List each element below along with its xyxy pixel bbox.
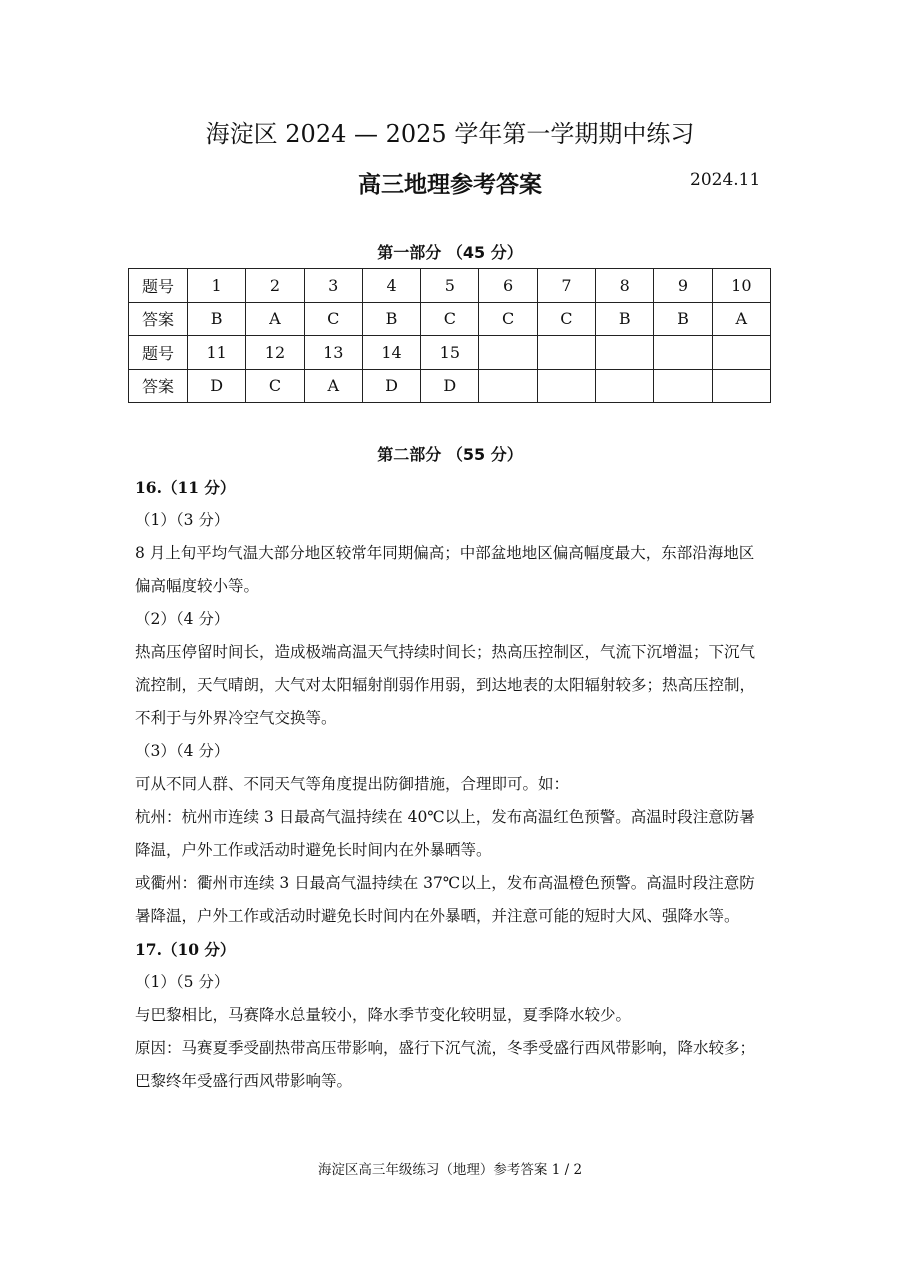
table-cell: D xyxy=(421,369,479,403)
table-cell xyxy=(479,336,537,370)
answer-line: 热高压停留时间长，造成极端高温天气持续时间长；热高压控制区，气流下沉增温；下沉气 xyxy=(135,643,756,661)
answer-line: （3）（4 分） xyxy=(135,742,230,760)
table-cell: B xyxy=(596,302,654,336)
table-cell: 3 xyxy=(304,269,362,303)
answer-body xyxy=(135,471,785,1098)
row-header-cell: 题号 xyxy=(129,269,188,303)
table-cell: 7 xyxy=(537,269,595,303)
answer-line: 偏高幅度较小等。 xyxy=(135,577,260,595)
table-cell: 12 xyxy=(246,336,304,370)
answer-line: 流控制，天气晴朗，大气对太阳辐射削弱作用弱，到达地表的太阳辐射较多；热高压控制， xyxy=(135,676,756,694)
document-date: 2024.11 xyxy=(690,170,761,190)
table-row xyxy=(129,269,771,303)
table-cell: 1 xyxy=(188,269,246,303)
answer-line: （2）（4 分） xyxy=(135,610,230,628)
part1-heading: 第一部分 （45 分） xyxy=(377,243,523,262)
table-cell: A xyxy=(304,369,362,403)
part2-heading: 第二部分 （55 分） xyxy=(377,445,523,464)
table-cell: 9 xyxy=(654,269,712,303)
table-cell xyxy=(596,336,654,370)
table-cell xyxy=(654,336,712,370)
table-cell xyxy=(479,369,537,403)
answer-line: 不利于与外界冷空气交换等。 xyxy=(135,709,337,727)
table-cell: 15 xyxy=(421,336,479,370)
answer-line: 8 月上旬平均气温大部分地区较常年同期偏高；中部盆地地区偏高幅度最大，东部沿海地区 xyxy=(135,544,755,562)
question-heading: 17.（10 分） xyxy=(135,940,236,959)
table-cell xyxy=(537,369,595,403)
table-cell xyxy=(712,369,770,403)
table-cell: 14 xyxy=(362,336,420,370)
table-cell: 4 xyxy=(362,269,420,303)
table-cell: 8 xyxy=(596,269,654,303)
table-cell: 5 xyxy=(421,269,479,303)
table-cell xyxy=(654,369,712,403)
row-header-cell: 答案 xyxy=(129,302,188,336)
table-cell: C xyxy=(304,302,362,336)
table-row xyxy=(129,336,771,370)
answer-line: （1）（5 分） xyxy=(135,973,230,991)
row-header-cell: 答案 xyxy=(129,369,188,403)
document-subtitle: 高三地理参考答案 xyxy=(358,172,542,198)
table-cell: C xyxy=(246,369,304,403)
answer-line: 或衢州：衢州市连续 3 日最高气温持续在 37℃以上，发布高温橙色预警。高温时段注意防 xyxy=(135,874,755,892)
table-cell: B xyxy=(654,302,712,336)
table-cell xyxy=(596,369,654,403)
answer-line: 暑降温，户外工作或活动时避免长时间内在外暴晒，并注意可能的短时大风、强降水等。 xyxy=(135,907,740,925)
answer-line: 可从不同人群、不同天气等角度提出防御措施，合理即可。如： xyxy=(135,775,570,793)
document-title: 海淀区 2024 — 2025 学年第一学期期中练习 xyxy=(205,120,695,148)
table-cell: D xyxy=(362,369,420,403)
answer-line: 巴黎终年受盛行西风带影响等。 xyxy=(135,1072,353,1090)
row-header-cell: 题号 xyxy=(129,336,188,370)
table-cell: A xyxy=(246,302,304,336)
table-cell: C xyxy=(537,302,595,336)
answer-line: 杭州：杭州市连续 3 日最高气温持续在 40℃以上，发布高温红色预警。高温时段注意防暑 xyxy=(135,808,755,826)
table-cell: 6 xyxy=(479,269,537,303)
table-cell: B xyxy=(188,302,246,336)
answer-line: 降温，户外工作或活动时避免长时间内在外暴晒等。 xyxy=(135,841,492,859)
table-cell: C xyxy=(479,302,537,336)
table-cell: B xyxy=(362,302,420,336)
table-cell xyxy=(712,336,770,370)
answer-line: （1）（3 分） xyxy=(135,511,230,529)
table-cell: 2 xyxy=(246,269,304,303)
table-cell: A xyxy=(712,302,770,336)
question-heading: 16.（11 分） xyxy=(135,478,236,497)
table-cell: D xyxy=(188,369,246,403)
table-cell: 13 xyxy=(304,336,362,370)
table-cell: 11 xyxy=(188,336,246,370)
answer-line: 原因：马赛夏季受副热带高压带影响，盛行下沉气流，冬季受盛行西风带影响，降水较多； xyxy=(135,1039,756,1057)
table-row xyxy=(129,369,771,403)
table-row xyxy=(129,302,771,336)
table-cell xyxy=(537,336,595,370)
answer-table xyxy=(128,268,771,403)
table-cell: 10 xyxy=(712,269,770,303)
answer-line: 与巴黎相比，马赛降水总量较小，降水季节变化较明显，夏季降水较少。 xyxy=(135,1006,632,1024)
page-footer: 海淀区高三年级练习（地理）参考答案 1 / 2 xyxy=(317,1162,583,1178)
table-cell: C xyxy=(421,302,479,336)
